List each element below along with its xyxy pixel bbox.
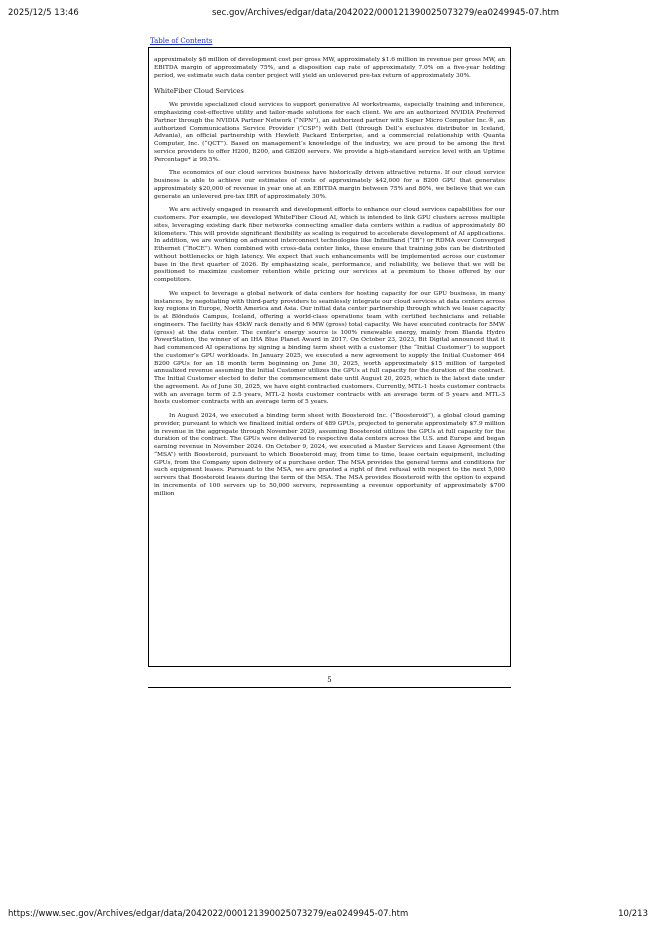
paragraph-cloud-economics: The economics of our cloud services business have historically driven attractive returns. If our cloud service business is able to achieve our estimates of costs of approximately $42,000 for a B200 GPU that generates approximately $20,000 of revenue in year one at an EBITDA margin between 75% and 80%, we believe that we can generate an unlevered pre-tax IRR of approximately 30%. bbox=[154, 170, 505, 200]
page-divider bbox=[148, 687, 511, 688]
paragraph-boosteroid: In August 2024, we executed a binding term sheet with Boosteroid Inc. (“Boosteroid”), a global cloud gaming provider, pursuant to which we finalized initial orders of 489 GPUs, projected to generate approximately $7.9 million in revenue in the aggregate through November 2029, assuming Boosteroid utilizes the GPUs at full capacity for the duration of the contract. The GPUs were delivered to respective data centers across the U.S. and Europe and began earning revenue in November 2024. On October 9, 2024, we executed a Master Services and Lease Agreement (the “MSA”) with Boosteroid, pursuant to which Boosteroid may, from time to time, lease certain equipment, including GPUs, from the Company upon delivery of a purchase order. The MSA provides the general terms and conditions for such equipment leases. Pursuant to the MSA, we are granted a right of first refusal with respect to the next 5,000 servers that Boosteroid leases during the term of the MSA. The MSA provides Boosteroid with the option to expand in increments of 100 servers up to 50,000 servers, representing a revenue opportunity of approximately $700 million bbox=[154, 413, 505, 497]
print-footer bbox=[0, 909, 662, 923]
paragraph-data-center-network: We expect to leverage a global network of data centers for hosting capacity for our GPU business, in many instances, by negotiating with third-party providers to seamlessly integrate our cloud services at data centers across key regions in Europe, North America and Asia. Our initial data center partnership through which we lease capacity is at Blönduós Campus, Iceland, offering a world-class operations team with certified technicians and reliable engineers. The facility has 45kW rack density and 6 MW (gross) total capacity. We have executed contracts for 5MW (gross) at the data center. The center’s energy source is 100% renewable energy, mainly from Blanda Hydro PowerStation, the winner of an IHA Blue Planet Award in 2017. On October 23, 2023, Bit Digital announced that it had commenced AI operations by signing a binding term sheet with a customer (the “Initial Customer”) to support the customer’s GPU workloads. In January 2025, we executed a new agreement to supply the Initial Customer 464 B200 GPUs for an 18 month term beginning on June 30, 2025, worth approximately $15 million of targeted annualized revenue assuming the Initial Customer utilizes the GPUs at full capacity for the duration of the contract. The Initial Customer elected to defer the commencement date until August 20, 2025, which is the latest date under the agreement. As of June 30, 2025, we have eight contracted customers. Currently, MTL-1 hosts customer contracts with an average term of 2.5 years, MTL-2 hosts customer contracts with an average term of 5 years and MTL-3 hosts customer contracts with an average term of 5 years. bbox=[154, 290, 505, 406]
print-header bbox=[0, 8, 662, 22]
paragraph-data-center-returns: approximately $8 million of development cost per gross MW, approximately $1.6 million in revenue per gross MW, an EBITDA margin of approximately 75%, and a disposition cap rate of approximately 7.0% on a five-year holding period, we estimate such data center project will yield an unlevered pre-tax return of approximately 30%. bbox=[154, 57, 505, 79]
print-timestamp: 2025/12/5 13:46 bbox=[8, 8, 79, 18]
paragraph-research-development: We are actively engaged in research and development efforts to enhance our cloud services capabilities for our customers. For example, we developed WhiteFiber Cloud AI, which is intended to link GPU clusters across multiple sites, leveraging existing dark fiber networks connecting smaller data centers within a radius of approximately 80 kilometers. This will provide significant flexibility as scaling is required to accelerate development of AI applications. In addition, we are working on advanced interconnect technologies like InfiniBand (“IB”) or RDMA over Converged Ethernet (“RoCE”). When combined with cross-data center links, these ensure that training jobs can be distributed without bottlenecks or high latency. We expect that such enhancements will be implemented across our customer base in the first quarter of 2026. By emphasizing scale, performance, and reliability, we believe that we will be positioned to maximize customer retention while pricing our services at a premium to those offered by our competitors. bbox=[154, 207, 505, 283]
print-page-url: sec.gov/Archives/edgar/data/2042022/000121390025073279/ea0249945-07.htm bbox=[212, 8, 560, 18]
page-number: 5 bbox=[327, 676, 332, 684]
print-footer-url: https://www.sec.gov/Archives/edgar/data/2042022/000121390025073279/ea0249945-07.htm bbox=[8, 909, 409, 919]
print-page-count: 10/213 bbox=[618, 909, 648, 919]
section-heading-cloud-services: WhiteFiber Cloud Services bbox=[154, 87, 244, 96]
table-of-contents-link[interactable]: Table of Contents bbox=[150, 37, 213, 45]
paragraph-cloud-services-overview: We provide specialized cloud services to support generative AI workstreams, especially training and inference, emphasizing cost-effective utility and tailor-made solutions for each client. We are an authorized NVIDIA Preferred Partner through the NVIDIA Partner Network (“NPN”), an authorized partner with Super Micro Computer Inc.®, an authorized Communications Service Provider (“CSP”) with Dell (through Dell’s exclusive distributor in Iceland, Advania), an official partnership with Hewlett Packard Enterprise, and a commercial relationship with Quanta Computer, Inc. (“QCT”). Based on management’s knowledge of the industry, we are proud to be among the first service providers to offer H200, B200, and GB200 servers. We provide a high-standard service level with an Uptime Percentage* ≥ 99.5%. bbox=[154, 102, 505, 163]
document-body bbox=[148, 47, 511, 667]
